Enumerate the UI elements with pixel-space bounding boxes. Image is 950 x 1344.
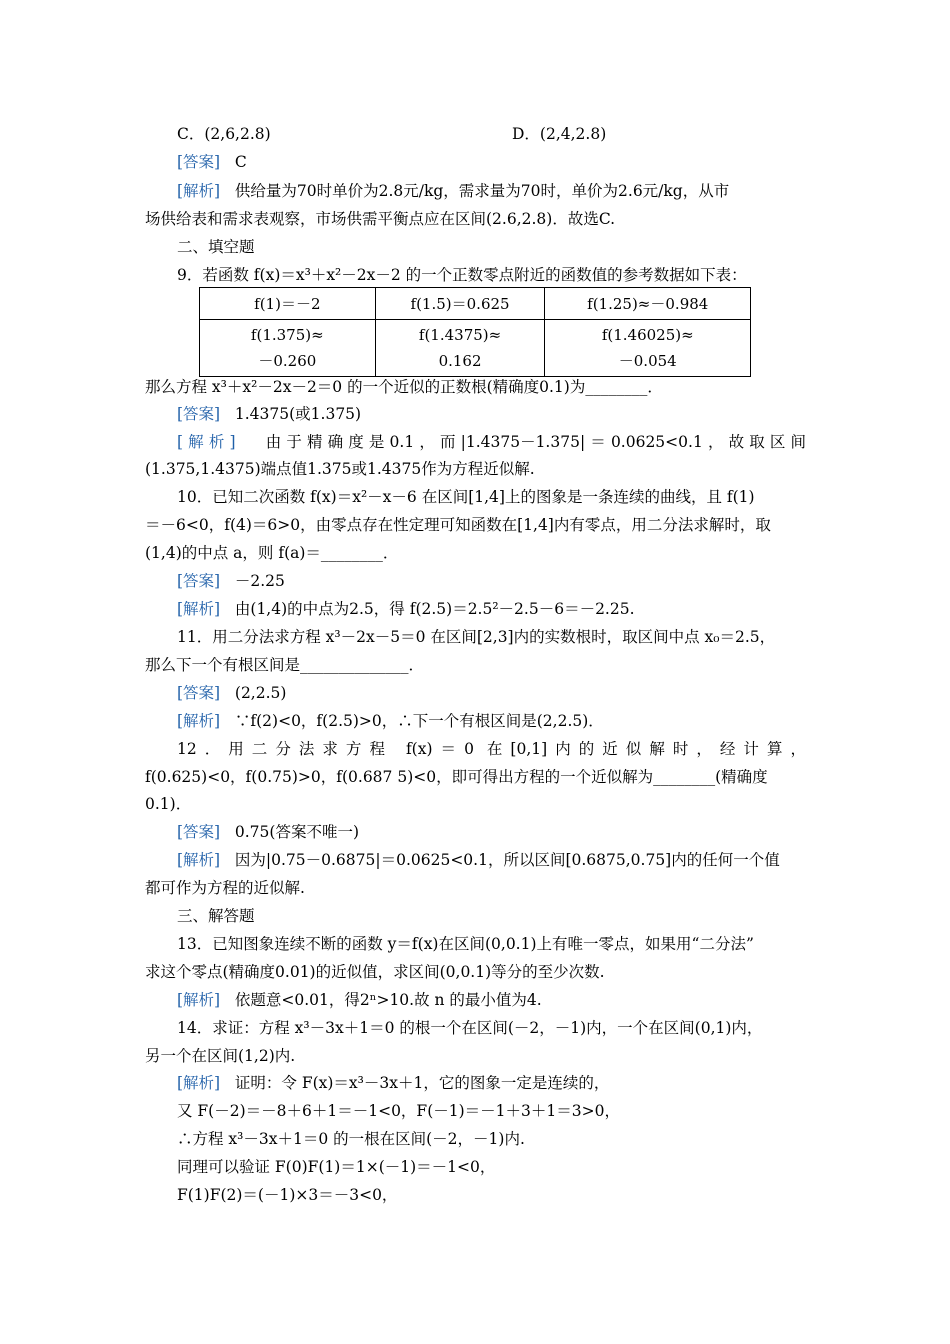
q8-answer: C xyxy=(234,153,247,171)
table-cell xyxy=(200,320,376,377)
q10-analysis-line xyxy=(177,599,635,619)
q14-analysis-line3: ∴方程 x³－3x＋1＝0 的一根在区间(－2，－1)内. xyxy=(177,1130,525,1148)
q13-analysis: 依题意<0.01，得2ⁿ>10.故 n 的最小值为4. xyxy=(234,991,542,1009)
analysis-tag: [解析] xyxy=(177,851,221,869)
q12-answer: 0.75(答案不唯一) xyxy=(234,823,359,841)
answer-tag: [答案] xyxy=(177,405,221,423)
q10-answer: －2.25 xyxy=(234,572,285,590)
q9-analysis-line1 xyxy=(177,432,806,452)
cell-line: －0.054 xyxy=(618,352,677,370)
option-d: D．(2,4,2.8) xyxy=(512,125,607,143)
q14-analysis-line2: 又 F(－2)＝－8＋6＋1＝－1<0，F(－1)＝－1＋3＋1＝3>0， xyxy=(177,1102,620,1120)
cell-line: f(1.4375)≈ xyxy=(418,326,502,344)
q13-line2: 求这个零点(精确度0.01)的近似值，求区间(0,0.1)等分的至少次数. xyxy=(145,963,605,981)
cell-line: －0.260 xyxy=(258,352,317,370)
q12-analysis-text1: 因为|0.75－0.6875|＝0.0625<0.1，所以区间[0.6875,0.75]内的任何一个值 xyxy=(234,851,780,869)
q12-answer-line xyxy=(177,822,359,842)
analysis-tag: [解析] xyxy=(177,182,221,200)
q10-answer-line xyxy=(177,571,285,591)
q11-analysis-line xyxy=(177,711,604,731)
q14-analysis-text1: 证明：令 F(x)＝x³－3x＋1，它的图象一定是连续的， xyxy=(234,1074,610,1092)
q8-analysis-line2: 场供给表和需求表观察，市场供需平衡点应在区间(2.6,2.8)．故选C. xyxy=(145,210,616,228)
analysis-tag: [解析] xyxy=(177,712,221,730)
analysis-tag: [解析] xyxy=(177,600,221,618)
q12-line1: 12．用二分法求方程 f(x)＝0 在[0,1]内的近似解时，经计算， xyxy=(177,740,806,758)
q11-line2: 那么下一个有根区间是______________． xyxy=(145,656,425,674)
q9-text: 9．若函数 f(x)＝x³＋x²－2x－2 的一个正数零点附近的函数值的参考数据如下表： xyxy=(177,266,747,284)
q12-analysis-line2: 都可作为方程的近似解. xyxy=(145,879,305,897)
q8-analysis-line1 xyxy=(177,181,729,201)
q11-answer-line xyxy=(177,683,286,703)
q14-analysis-line1 xyxy=(177,1073,609,1093)
q9-answer: 1.4375(或1.375) xyxy=(234,405,362,423)
cell-line: f(1.375)≈ xyxy=(250,326,324,344)
q10-line3: (1,4)的中点 a，则 f(a)＝________． xyxy=(145,544,399,562)
cell-line: 0.162 xyxy=(438,352,482,370)
q10-analysis: 由(1,4)的中点为2.5，得 f(2.5)＝2.5²－2.5－6＝－2.25. xyxy=(234,600,635,618)
analysis-tag: [解析] xyxy=(177,991,221,1009)
analysis-tag: [解析] xyxy=(177,1074,221,1092)
answer-tag: [答案] xyxy=(177,684,221,702)
q8-answer-line xyxy=(177,152,247,172)
q14-line1: 14．求证：方程 x³－3x＋1＝0 的根一个在区间(－2，－1)内，一个在区间(0,1)内， xyxy=(177,1019,763,1037)
table-cell: f(1.25)≈－0.984 xyxy=(545,288,751,320)
q13-analysis-line xyxy=(177,990,542,1010)
q12-line3: 0.1)． xyxy=(145,795,192,813)
option-c: C．(2,6,2.8) xyxy=(177,125,271,143)
table-cell: f(1.5)＝0.625 xyxy=(375,288,545,320)
table-cell xyxy=(375,320,545,377)
answer-tag: [答案] xyxy=(177,823,221,841)
analysis-tag: [解析] xyxy=(177,433,236,451)
q14-line2: 另一个在区间(1,2)内. xyxy=(145,1047,296,1065)
q12-line2: f(0.625)<0，f(0.75)>0，f(0.687 5)<0，即可得出方程的一个近似解为________(精确度 xyxy=(145,768,768,786)
q11-answer: (2,2.5) xyxy=(234,684,287,702)
answer-tag: [答案] xyxy=(177,572,221,590)
q14-analysis-line5: F(1)F(2)＝(－1)×3＝－3<0， xyxy=(177,1186,398,1204)
answer-tag: [答案] xyxy=(177,153,221,171)
q10-line2: ＝－6<0，f(4)＝6>0，由零点存在性定理可知函数在[1,4]内有零点，用二分法求解时，取 xyxy=(145,516,771,534)
q9-text2: 那么方程 x³＋x²－2x－2＝0 的一个近似的正数根(精确度0.1)为________． xyxy=(145,378,663,396)
q13-line1: 13．已知图象连续不断的函数 y＝f(x)在区间(0,0.1)上有唯一零点，如果用“二分法” xyxy=(177,935,754,953)
q11-line1: 11．用二分法求方程 x³－2x－5＝0 在区间[2,3]内的实数根时，取区间中点 x₀＝2.5， xyxy=(177,628,776,646)
q9-answer-line xyxy=(177,404,361,424)
reference-table xyxy=(199,287,751,377)
q9-analysis-line2: (1.375,1.4375)端点值1.375或1.4375作为方程近似解. xyxy=(145,460,535,478)
table-cell xyxy=(545,320,751,377)
section-fill-in: 二、填空题 xyxy=(177,238,255,256)
q14-analysis-line4: 同理可以验证 F(0)F(1)＝1×(－1)＝－1<0， xyxy=(177,1158,496,1176)
q12-analysis-line1 xyxy=(177,850,780,870)
section-solve: 三、解答题 xyxy=(177,907,255,925)
q9-analysis-text1: 由于精确度是0.1，而|1.4375－1.375|＝0.0625<0.1，故取区间 xyxy=(265,433,806,451)
q10-line1: 10．已知二次函数 f(x)＝x²－x－6 在区间[1,4]上的图象是一条连续的曲线，且 f(1) xyxy=(177,488,755,506)
q8-analysis-text1: 供给量为70时单价为2.8元/kg，需求量为70时，单价为2.6元/kg，从市 xyxy=(234,182,730,200)
table-cell: f(1)＝－2 xyxy=(200,288,376,320)
cell-line: f(1.46025)≈ xyxy=(601,326,694,344)
q11-analysis: ∵f(2)<0，f(2.5)>0，∴下一个有根区间是(2,2.5)． xyxy=(234,712,604,730)
